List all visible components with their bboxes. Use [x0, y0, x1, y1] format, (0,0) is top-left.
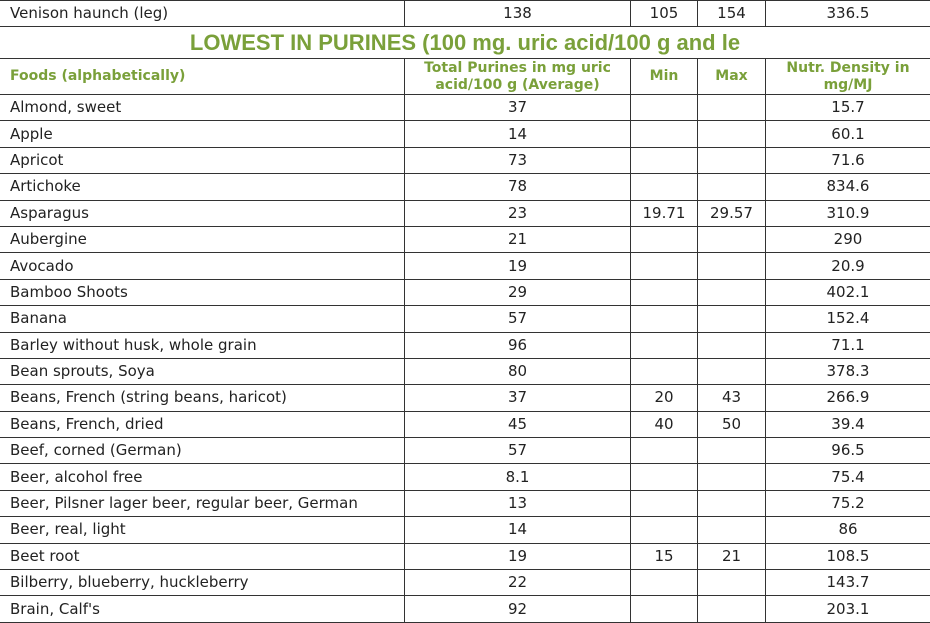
min-cell: 20	[631, 385, 698, 411]
food-cell: Bamboo Shoots	[0, 279, 405, 305]
table-row	[0, 411, 930, 437]
table-row	[0, 174, 930, 200]
max-cell	[698, 253, 766, 279]
food-cell: Barley without husk, whole grain	[0, 332, 405, 358]
min-cell	[631, 306, 698, 332]
table-row	[0, 200, 930, 226]
total-cell: 138	[405, 1, 631, 27]
density-cell: 310.9	[766, 200, 930, 226]
density-cell: 266.9	[766, 385, 930, 411]
food-cell: Aubergine	[0, 226, 405, 252]
min-cell: 15	[631, 543, 698, 569]
density-cell: 402.1	[766, 279, 930, 305]
max-cell	[698, 147, 766, 173]
food-cell: Beer, real, light	[0, 517, 405, 543]
table-row	[0, 332, 930, 358]
table-row	[0, 226, 930, 252]
table-row	[0, 517, 930, 543]
min-cell	[631, 464, 698, 490]
total-cell: 8.1	[405, 464, 631, 490]
table-row	[0, 95, 930, 121]
max-cell	[698, 279, 766, 305]
food-cell: Asparagus	[0, 200, 405, 226]
density-cell: 203.1	[766, 596, 930, 622]
total-cell: 37	[405, 95, 631, 121]
food-cell: Bean sprouts, Soya	[0, 358, 405, 384]
min-cell	[631, 95, 698, 121]
table-row	[0, 570, 930, 596]
table-row	[0, 464, 930, 490]
min-cell	[631, 596, 698, 622]
density-cell: 15.7	[766, 95, 930, 121]
density-cell: 20.9	[766, 253, 930, 279]
min-cell	[631, 174, 698, 200]
density-cell: 60.1	[766, 121, 930, 147]
food-cell: Brain, Calf's	[0, 596, 405, 622]
min-cell: 105	[631, 1, 698, 27]
total-cell: 92	[405, 596, 631, 622]
max-cell	[698, 358, 766, 384]
min-cell	[631, 332, 698, 358]
table-row	[0, 490, 930, 516]
min-cell	[631, 279, 698, 305]
density-cell: 39.4	[766, 411, 930, 437]
table-row	[0, 279, 930, 305]
food-cell: Banana	[0, 306, 405, 332]
table-row	[0, 121, 930, 147]
table-row	[0, 358, 930, 384]
food-cell: Apricot	[0, 147, 405, 173]
min-cell	[631, 121, 698, 147]
max-cell: 50	[698, 411, 766, 437]
table-row	[0, 1, 930, 27]
max-cell	[698, 438, 766, 464]
max-cell	[698, 517, 766, 543]
max-cell: 21	[698, 543, 766, 569]
total-cell: 37	[405, 385, 631, 411]
min-cell	[631, 517, 698, 543]
total-cell: 78	[405, 174, 631, 200]
min-cell	[631, 438, 698, 464]
food-cell: Beans, French, dried	[0, 411, 405, 437]
min-cell	[631, 147, 698, 173]
table-row	[0, 147, 930, 173]
section-title-row	[0, 27, 930, 59]
food-cell: Beer, Pilsner lager beer, regular beer, German	[0, 490, 405, 516]
min-cell	[631, 570, 698, 596]
total-cell: 14	[405, 517, 631, 543]
food-cell: Beet root	[0, 543, 405, 569]
header-density: Nutr. Density in mg/MJ	[766, 59, 930, 95]
density-cell: 152.4	[766, 306, 930, 332]
food-cell: Artichoke	[0, 174, 405, 200]
total-cell: 21	[405, 226, 631, 252]
table-row	[0, 596, 930, 622]
density-cell: 86	[766, 517, 930, 543]
total-cell: 22	[405, 570, 631, 596]
total-cell: 45	[405, 411, 631, 437]
max-cell	[698, 490, 766, 516]
density-cell: 378.3	[766, 358, 930, 384]
food-cell: Beer, alcohol free	[0, 464, 405, 490]
total-cell: 80	[405, 358, 631, 384]
food-cell: Apple	[0, 121, 405, 147]
food-cell: Bilberry, blueberry, huckleberry	[0, 570, 405, 596]
max-cell	[698, 226, 766, 252]
min-cell	[631, 226, 698, 252]
density-cell: 71.1	[766, 332, 930, 358]
max-cell	[698, 306, 766, 332]
max-cell: 154	[698, 1, 766, 27]
max-cell	[698, 332, 766, 358]
section-title: LOWEST IN PURINES (100 mg. uric acid/100 g and le	[0, 27, 930, 59]
max-cell	[698, 174, 766, 200]
min-cell	[631, 358, 698, 384]
min-cell: 40	[631, 411, 698, 437]
food-cell: Avocado	[0, 253, 405, 279]
max-cell	[698, 464, 766, 490]
food-cell: Almond, sweet	[0, 95, 405, 121]
density-cell: 290	[766, 226, 930, 252]
food-cell: Venison haunch (leg)	[0, 1, 405, 27]
max-cell	[698, 121, 766, 147]
table-row	[0, 253, 930, 279]
table-row	[0, 543, 930, 569]
max-cell: 43	[698, 385, 766, 411]
food-cell: Beef, corned (German)	[0, 438, 405, 464]
min-cell	[631, 490, 698, 516]
total-cell: 57	[405, 306, 631, 332]
total-cell: 73	[405, 147, 631, 173]
min-cell: 19.71	[631, 200, 698, 226]
table-row	[0, 438, 930, 464]
max-cell	[698, 596, 766, 622]
table-row	[0, 385, 930, 411]
total-cell: 29	[405, 279, 631, 305]
header-max: Max	[698, 59, 766, 95]
total-cell: 96	[405, 332, 631, 358]
total-cell: 23	[405, 200, 631, 226]
header-row	[0, 59, 930, 95]
table-row	[0, 306, 930, 332]
density-cell: 96.5	[766, 438, 930, 464]
max-cell	[698, 570, 766, 596]
max-cell: 29.57	[698, 200, 766, 226]
density-cell: 108.5	[766, 543, 930, 569]
header-min: Min	[631, 59, 698, 95]
min-cell	[631, 253, 698, 279]
total-cell: 14	[405, 121, 631, 147]
total-cell: 19	[405, 543, 631, 569]
density-cell: 71.6	[766, 147, 930, 173]
header-food: Foods (alphabetically)	[0, 59, 405, 95]
header-total: Total Purines in mg uric acid/100 g (Average)	[405, 59, 631, 95]
max-cell	[698, 95, 766, 121]
density-cell: 336.5	[766, 1, 930, 27]
density-cell: 143.7	[766, 570, 930, 596]
food-cell: Beans, French (string beans, haricot)	[0, 385, 405, 411]
density-cell: 834.6	[766, 174, 930, 200]
total-cell: 19	[405, 253, 631, 279]
total-cell: 57	[405, 438, 631, 464]
density-cell: 75.4	[766, 464, 930, 490]
density-cell: 75.2	[766, 490, 930, 516]
total-cell: 13	[405, 490, 631, 516]
